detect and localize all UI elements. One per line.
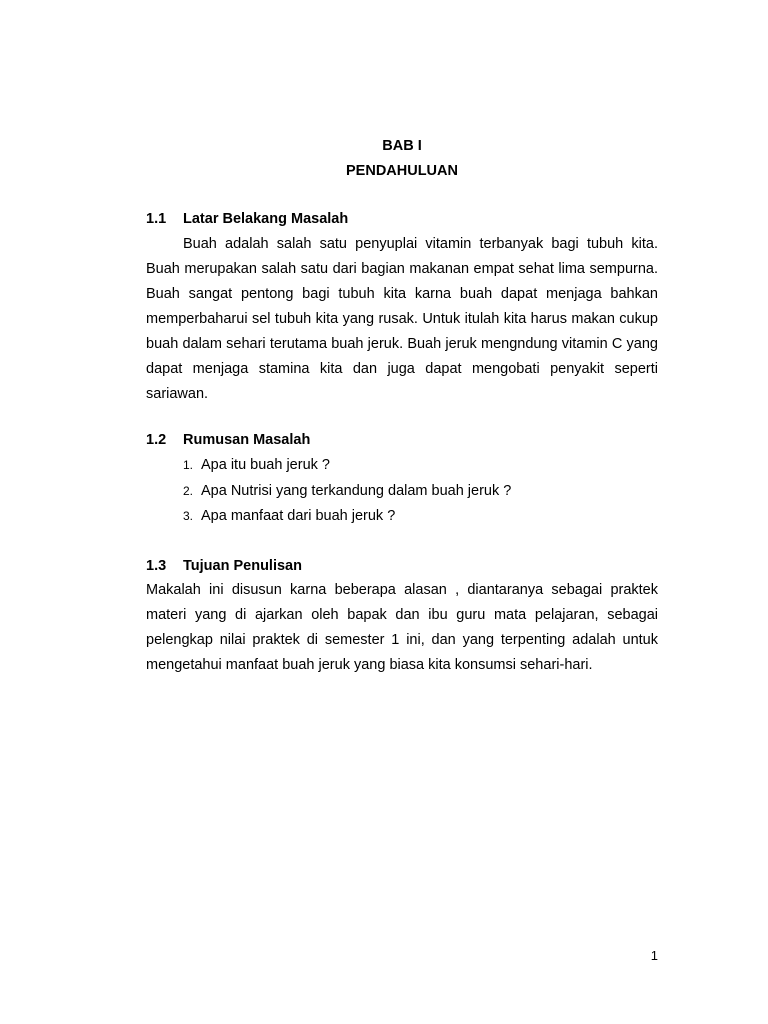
list-item bbox=[183, 479, 658, 505]
list-marker: 1. bbox=[183, 458, 194, 472]
list-item-text: Apa itu buah jeruk ? bbox=[201, 457, 330, 473]
list-item bbox=[183, 504, 658, 530]
list-marker: 2. bbox=[183, 483, 194, 498]
list-marker: 3. bbox=[183, 509, 194, 523]
problem-list bbox=[183, 453, 658, 530]
chapter-title: PENDAHULUAN bbox=[346, 163, 458, 179]
section-number: 1.2 bbox=[146, 432, 167, 448]
chapter-label: BAB I bbox=[382, 138, 422, 154]
section-heading-1-2 bbox=[146, 431, 310, 449]
list-item-text: Apa Nutrisi yang terkandung dalam buah jeruk ? bbox=[201, 482, 512, 499]
section-heading-1-1 bbox=[146, 210, 348, 228]
list-item-text: Apa manfaat dari buah jeruk ? bbox=[201, 508, 396, 524]
section-number: 1.3 bbox=[146, 558, 167, 574]
paragraph-tujuan-penulisan: Makalah ini disusun karna beberapa alasan , diantaranya sebagai praktek materi yang di ajarkan oleh bapak dan ibu guru mata pelajaran, sebagai pelengkap nilai praktek di semester 1 ini, dan yang terpenting adalah untuk mengetahui manfaat buah jeruk yang biasa kita konsumsi sehari-hari. bbox=[146, 582, 658, 673]
section-heading-1-3 bbox=[146, 557, 302, 575]
list-item bbox=[183, 453, 658, 479]
section-title: Tujuan Penulisan bbox=[183, 558, 302, 574]
section-title: Latar Belakang Masalah bbox=[183, 211, 349, 227]
paragraph-latar-belakang: Buah adalah salah satu penyuplai vitamin terbanyak bagi tubuh kita. Buah merupakan salah satu dari bagian makanan empat sehat lima sempurna. Buah sangat pentong bagi tubuh kita karna buah dapat menjaga bahkan memperbaharui sel tubuh kita yang rusak. Untuk itulah kita harus makan cukup buah dalam sehari terutama buah jeruk. Buah jeruk mengndung vitamin C yang dapat menjaga stamina kita dan juga dapat mengobati penyakit seperti sariawan. bbox=[146, 236, 658, 402]
section-number: 1.1 bbox=[146, 211, 167, 227]
page-number: 1 bbox=[650, 948, 658, 963]
section-title: Rumusan Masalah bbox=[183, 432, 311, 448]
